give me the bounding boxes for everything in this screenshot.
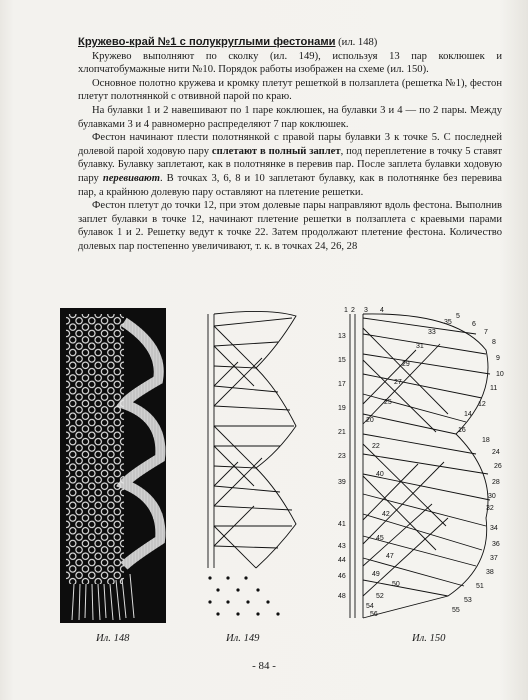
diagram-label-right: 14 xyxy=(464,411,472,418)
diagram-label-inner: 52 xyxy=(376,593,384,600)
diagram-label-left: 43 xyxy=(338,543,346,550)
diagram-label-right: 16 xyxy=(458,427,466,434)
diagram-label-top: 1 xyxy=(344,307,348,314)
title-figure-ref: (ил. 148) xyxy=(335,37,378,48)
diagram-label-right: 6 xyxy=(472,321,476,328)
diagram-label-right: 24 xyxy=(492,449,500,456)
diagram-label-right: 36 xyxy=(492,541,500,548)
caption-fig148: Ил. 148 xyxy=(96,633,130,644)
diagram-label-left: 41 xyxy=(338,521,346,528)
diagram-label-right: 28 xyxy=(492,479,500,486)
diagram-label-top: 4 xyxy=(380,307,384,314)
diagram-label-inner: 56 xyxy=(370,611,378,618)
diagram-label-left: 46 xyxy=(338,573,346,580)
diagram-label-left: 15 xyxy=(338,357,346,364)
diagram-label-right: 38 xyxy=(486,569,494,576)
paragraph: На булавки 1 и 2 навешивают по 1 паре коклюшек, на булавки 3 и 4 — по 2 пары. Между булавками 3 и 4 равномерно распределяют 7 пар коклюшек. xyxy=(78,104,502,130)
diagram-label-right: 8 xyxy=(492,339,496,346)
diagram-label-right: 53 xyxy=(464,597,472,604)
caption-fig149: Ил. 149 xyxy=(226,633,260,644)
diagram-label-inner: 27 xyxy=(394,379,402,386)
diagram-label-right: 10 xyxy=(496,371,504,378)
diagram-label-top: 2 xyxy=(351,307,355,314)
caption-fig150: Ил. 150 xyxy=(412,633,446,644)
diagram-label-right: 26 xyxy=(494,463,502,470)
diagram-label-left: 23 xyxy=(338,453,346,460)
paragraph: Основное полотно кружева и кромку плетут решеткой в ползаплета (решетка №1), фестон плетут полотнянкой с отвивной парой по краю. xyxy=(78,77,502,103)
diagram-label-left: 19 xyxy=(338,405,346,412)
diagram-label-inner: 49 xyxy=(372,571,380,578)
lace-photo xyxy=(60,308,166,623)
lace-diagram-art xyxy=(336,304,506,622)
diagram-label-left: 21 xyxy=(338,429,346,436)
diagram-label-right: 55 xyxy=(452,607,460,614)
diagram-label-left: 13 xyxy=(338,333,346,340)
diagram-label-inner: 25 xyxy=(384,399,392,406)
diagram-label-left: 44 xyxy=(338,557,346,564)
diagram-label-inner: 29 xyxy=(402,361,410,368)
diagram-label-right: 32 xyxy=(486,505,494,512)
diagram-label-inner: 47 xyxy=(386,553,394,560)
section-title xyxy=(78,36,502,50)
diagram-label-right: 18 xyxy=(482,437,490,444)
paragraph: Кружево выполняют по сколку (ил. 149), используя 13 пар коклюшек и хлопчатобумажные нити №10. Порядок работы изображен на схеме (ил. 150). xyxy=(78,50,502,76)
diagram-label-inner: 45 xyxy=(376,535,384,542)
diagram-label-inner: 40 xyxy=(376,471,384,478)
pricking-pattern-art xyxy=(198,306,302,626)
page-number: - 84 - xyxy=(252,660,276,672)
lace-diagram xyxy=(336,304,506,622)
diagram-label-right: 30 xyxy=(488,493,496,500)
diagram-label-inner: 20 xyxy=(366,417,374,424)
diagram-label-left: 39 xyxy=(338,479,346,486)
diagram-label-right: 37 xyxy=(490,555,498,562)
diagram-label-left: 48 xyxy=(338,593,346,600)
diagram-label-inner: 31 xyxy=(416,343,424,350)
diagram-label-right: 11 xyxy=(490,385,498,392)
paragraph: Фестон начинают плести полотнянкой с правой пары булавки 3 к точке 5. С последней долевой парой ходовую пару сплетают в полный заплет, под переплетение в точку 5 ставят булавку. Булавку заплетают, как в полотнянке в перевив пар. После заплета булавки ходовую пару перевивают. В точках 3, 6, 8 и 10 заплетают булавку, как в полотнянке без перевива пар, а крайнюю долевую пару оставляют на плетение решетки. xyxy=(78,132,502,198)
diagram-label-inner: 35 xyxy=(444,319,452,326)
diagram-label-inner: 54 xyxy=(366,603,374,610)
diagram-label-inner: 42 xyxy=(382,511,390,518)
diagram-label-right: 9 xyxy=(496,355,500,362)
diagram-label-right: 5 xyxy=(456,313,460,320)
diagram-label-right: 51 xyxy=(476,583,484,590)
diagram-label-right: 7 xyxy=(484,329,488,336)
diagram-label-right: 12 xyxy=(478,401,486,408)
diagram-label-top: 3 xyxy=(364,307,368,314)
body-text xyxy=(78,36,502,254)
lace-photo-art xyxy=(60,308,166,623)
pricking-pattern xyxy=(198,306,302,626)
diagram-label-inner: 22 xyxy=(372,443,380,450)
title-text: Кружево-край №1 с полукруглыми фестонами xyxy=(78,36,336,48)
paragraph: Фестон плетут до точки 12, при этом долевые пары направляют вдоль фестона. Выполнив заплет булавки в точке 12, начинают плетение решетки в ползаплета с краевыми парами булавок 1 и 2. Решетку ведут к точке 22. Затем продолжают плетение фестона. Количество долевых пар постепенно увеличивают, т. к. в точках 24, 26, 28 xyxy=(78,200,502,252)
diagram-label-inner: 50 xyxy=(392,581,400,588)
diagram-label-right: 34 xyxy=(490,525,498,532)
diagram-label-left: 17 xyxy=(338,381,346,388)
diagram-label-inner: 33 xyxy=(428,329,436,336)
